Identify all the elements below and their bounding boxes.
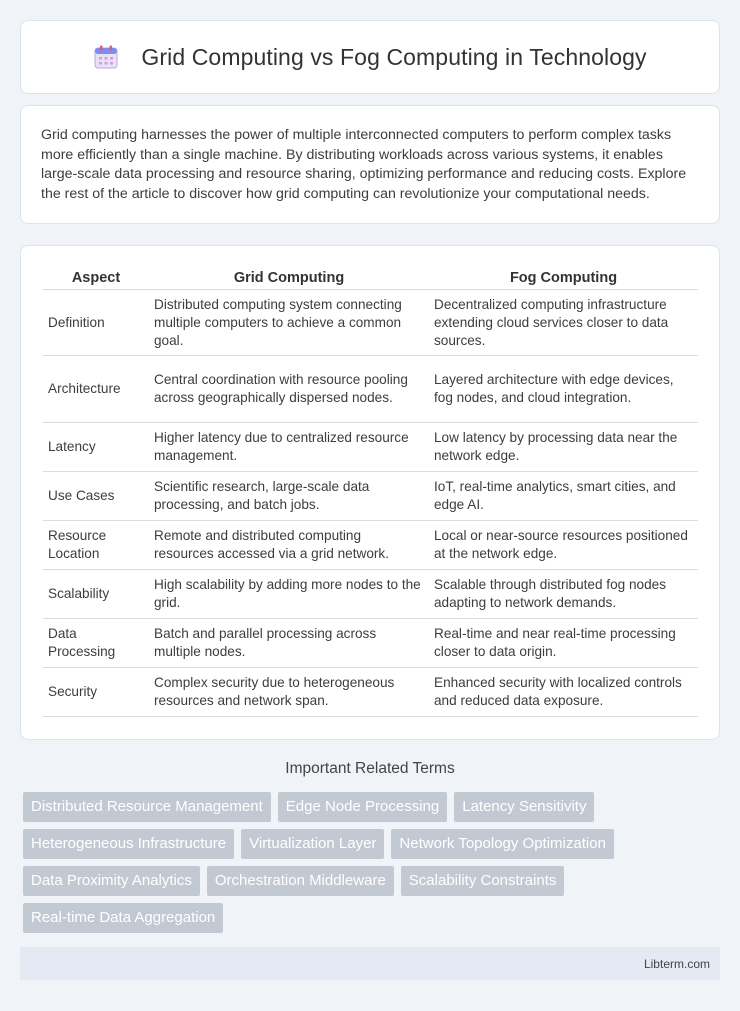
related-terms-title: Important Related Terms: [285, 760, 455, 777]
table-row: [43, 356, 698, 423]
related-term-tag[interactable]: Real-time Data Aggregation: [23, 903, 223, 933]
cell-fog: Decentralized computing infrastructure extending cloud services closer to data sources.: [429, 290, 698, 356]
related-term-tag[interactable]: Edge Node Processing: [278, 792, 447, 822]
table-row: [43, 619, 698, 668]
cell-aspect: Resource Location: [43, 521, 149, 570]
cell-aspect: Data Processing: [43, 619, 149, 668]
related-term-tag[interactable]: Network Topology Optimization: [391, 829, 613, 859]
cell-fog: Enhanced security with localized controls and reduced data exposure.: [429, 668, 698, 717]
calendar-icon: [93, 44, 119, 70]
related-terms-list: [23, 792, 723, 940]
cell-fog: Local or near-source resources positioned at the network edge.: [429, 521, 698, 570]
cell-aspect: Security: [43, 668, 149, 717]
cell-grid: Scientific research, large-scale data processing, and batch jobs.: [149, 472, 429, 521]
table-row: [43, 472, 698, 521]
related-term-tag[interactable]: Latency Sensitivity: [454, 792, 594, 822]
cell-aspect: Architecture: [43, 356, 149, 423]
cell-grid: Central coordination with resource pooling across geographically dispersed nodes.: [149, 356, 429, 423]
cell-aspect: Definition: [43, 290, 149, 356]
cell-fog: IoT, real-time analytics, smart cities, and edge AI.: [429, 472, 698, 521]
related-term-tag[interactable]: Heterogeneous Infrastructure: [23, 829, 234, 859]
cell-fog: Real-time and near real-time processing closer to data origin.: [429, 619, 698, 668]
comparison-card: [20, 245, 720, 740]
table-row: [43, 521, 698, 570]
table-row: [43, 423, 698, 472]
header-fog-computing: Fog Computing: [429, 264, 698, 290]
cell-grid: Batch and parallel processing across multiple nodes.: [149, 619, 429, 668]
table-row: [43, 668, 698, 717]
related-term-tag[interactable]: Virtualization Layer: [241, 829, 384, 859]
cell-aspect: Scalability: [43, 570, 149, 619]
table-row: [43, 570, 698, 619]
cell-aspect: Use Cases: [43, 472, 149, 521]
table-header-row: [43, 264, 698, 290]
intro-text: Grid computing harnesses the power of multiple interconnected computers to perform complex tasks more efficiently than a single machine. By distributing workloads across various systems, it enables large-scale data processing and resource sharing, optimizing performance and reducing costs. Explore the rest of the article to discover how grid computing can revolutionize your computational needs.: [41, 127, 687, 202]
footer-site-link[interactable]: Libterm.com: [643, 956, 710, 971]
related-term-tag[interactable]: Orchestration Middleware: [207, 866, 394, 896]
footer: [20, 947, 720, 980]
comparison-table: [43, 264, 698, 717]
cell-grid: Remote and distributed computing resources accessed via a grid network.: [149, 521, 429, 570]
header-grid-computing: Grid Computing: [149, 264, 429, 290]
cell-grid: High scalability by adding more nodes to the grid.: [149, 570, 429, 619]
cell-grid: Complex security due to heterogeneous resources and network span.: [149, 668, 429, 717]
intro-card: [20, 105, 720, 224]
title-card: [20, 20, 720, 94]
cell-fog: Layered architecture with edge devices, fog nodes, and cloud integration.: [429, 356, 698, 423]
cell-fog: Scalable through distributed fog nodes adapting to network demands.: [429, 570, 698, 619]
related-term-tag[interactable]: Scalability Constraints: [401, 866, 565, 896]
cell-aspect: Latency: [43, 423, 149, 472]
related-term-tag[interactable]: Data Proximity Analytics: [23, 866, 200, 896]
table-row: [43, 290, 698, 356]
page-title: Grid Computing vs Fog Computing in Technology: [141, 43, 647, 70]
cell-grid: Distributed computing system connecting multiple computers to achieve a common goal.: [149, 290, 429, 356]
cell-fog: Low latency by processing data near the network edge.: [429, 423, 698, 472]
header-aspect: Aspect: [43, 264, 149, 290]
cell-grid: Higher latency due to centralized resource management.: [149, 423, 429, 472]
related-term-tag[interactable]: Distributed Resource Management: [23, 792, 271, 822]
